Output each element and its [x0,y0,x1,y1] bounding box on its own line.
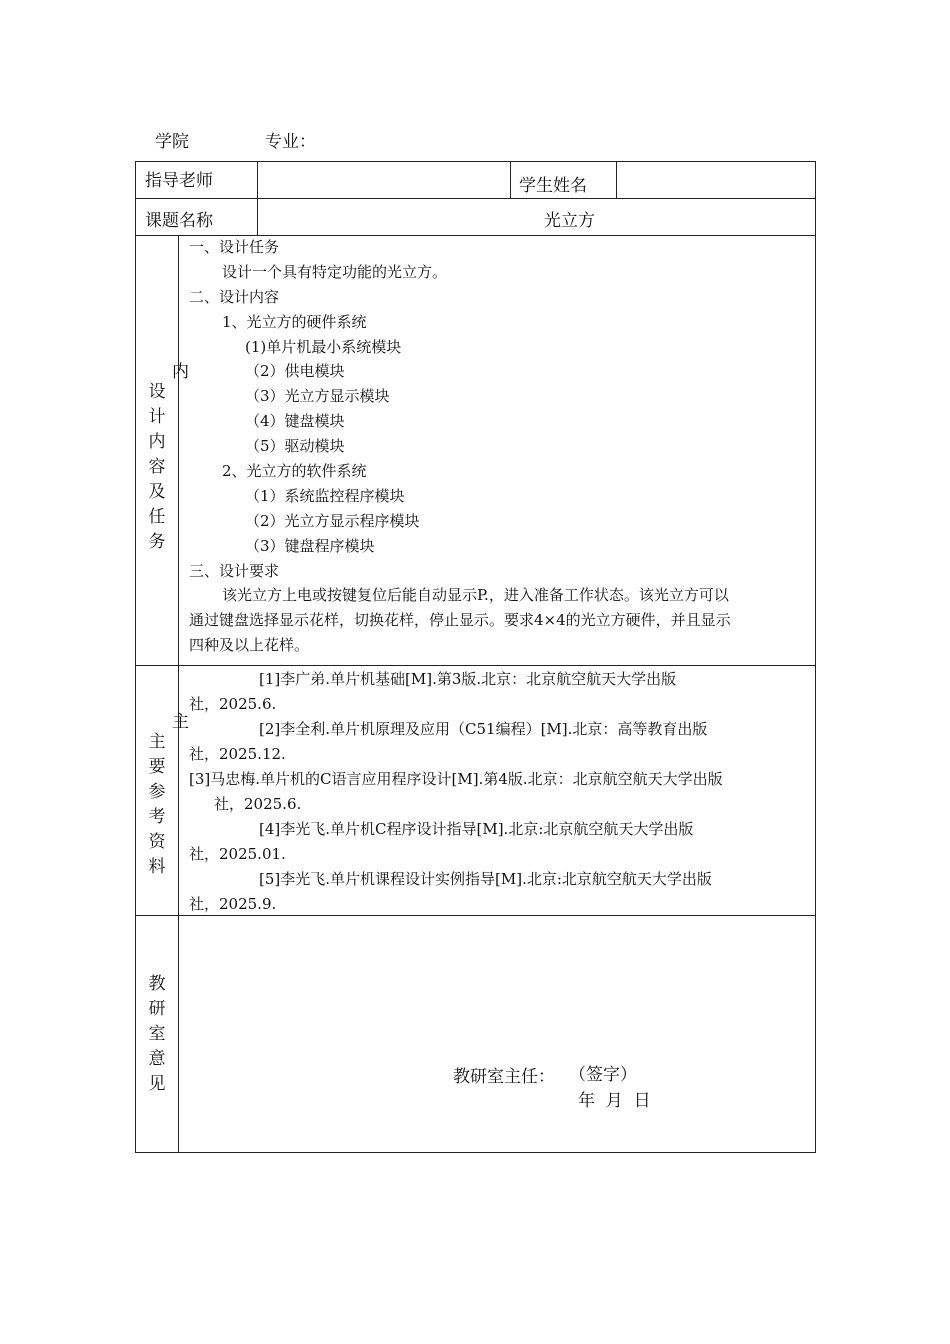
side-label-char: 任 [148,507,166,527]
side-label-char: 务 [148,532,166,552]
body-text: 设计一个具有特定功能的光立方。 [222,263,448,281]
side-label-char: 见 [148,1074,166,1094]
list-item: （3）键盘程序模块 [245,537,375,555]
side-label-char: 意 [148,1049,166,1069]
reference-item: 社，2025.6. [189,695,277,713]
list-item: (1)单片机最小系统模块 [245,338,402,356]
list-item: （2）光立方显示程序模块 [245,512,420,530]
college-label: 学院 [155,132,189,152]
design-side-label [147,380,167,555]
reference-item: 社，2025.01. [189,845,286,863]
side-label-char: 主 [148,732,166,752]
list-item: （5）驱动模块 [245,437,345,455]
row-divider [135,198,816,199]
table-border-bottom [135,1152,816,1153]
side-label-char: 室 [148,1024,166,1044]
table-border-right [815,161,816,1153]
body-text: 通过键盘选择显示花样，切换花样，停止显示。要求4×4的光立方硬件，并且显示 [189,611,731,629]
row-divider [135,915,816,916]
side-label-char: 参 [148,782,166,802]
student-name-label: 学生姓名 [519,176,587,196]
side-label-char: 及 [148,482,166,502]
body-text: 1、光立方的硬件系统 [222,313,367,331]
reference-item: 社，2025.6. [214,795,302,813]
stray-char: 内 [172,362,189,382]
signature-label: （签字） [569,1065,637,1085]
side-label-char: 资 [148,832,166,852]
reference-item: [5]李光飞.单片机课程设计实例指导[M].北京:北京航空航天大学出版 [259,870,712,888]
col-divider [257,161,258,236]
stray-char: 主 [172,712,189,732]
opinion-side-label [147,972,167,1097]
reference-item: 社，2025.12. [189,745,286,763]
topic-label: 课题名称 [145,211,213,231]
row-divider [135,235,816,236]
reference-item: [4]李光飞.单片机C程序设计指导[M].北京:北京航空航天大学出版 [259,820,694,838]
advisor-label: 指导老师 [145,171,213,191]
date-label: 年 月 日 [578,1091,651,1111]
side-label-char: 要 [148,757,166,777]
reference-item: 社，2025.9. [189,895,277,913]
side-label-char: 内 [148,432,166,452]
section-heading: 二、设计内容 [189,288,280,306]
references-side-label [147,730,167,880]
section-heading: 三、设计要求 [189,562,280,580]
body-text: 2、光立方的软件系统 [222,462,367,480]
table-border-left [135,161,136,1153]
row-divider [135,665,816,666]
major-label: 专业： [265,132,316,152]
topic-value: 光立方 [544,211,595,231]
side-label-char: 设 [148,382,166,402]
list-item: （2）供电模块 [245,362,345,380]
col-divider [616,161,617,199]
side-label-char: 教 [148,974,166,994]
side-label-char: 研 [148,999,166,1019]
side-label-char: 计 [148,407,166,427]
table-border-top [135,161,816,162]
side-label-char: 容 [148,457,166,477]
section-heading: 一、设计任务 [189,238,280,256]
list-item: （1）系统监控程序模块 [245,487,405,505]
col-divider [510,161,511,199]
reference-item: [3]马忠梅.单片机的C语言应用程序设计[M].第4版.北京：北京航空航天大学出版 [189,770,723,788]
side-label-char: 料 [148,857,166,877]
list-item: （4）键盘模块 [245,412,345,430]
body-text: 四种及以上花样。 [189,636,310,654]
reference-item: [1]李广弟.单片机基础[M].第3版.北京：北京航空航天大学出版 [259,670,677,688]
list-item: （3）光立方显示模块 [245,387,390,405]
reference-item: [2]李全利.单片机原理及应用（C51编程）[M].北京：高等教育出版 [259,720,708,738]
side-label-char: 考 [148,807,166,827]
director-label: 教研室主任： [453,1067,555,1087]
body-text: 该光立方上电或按键复位后能自动显示P.，进入准备工作状态。该光立方可以 [222,586,729,604]
